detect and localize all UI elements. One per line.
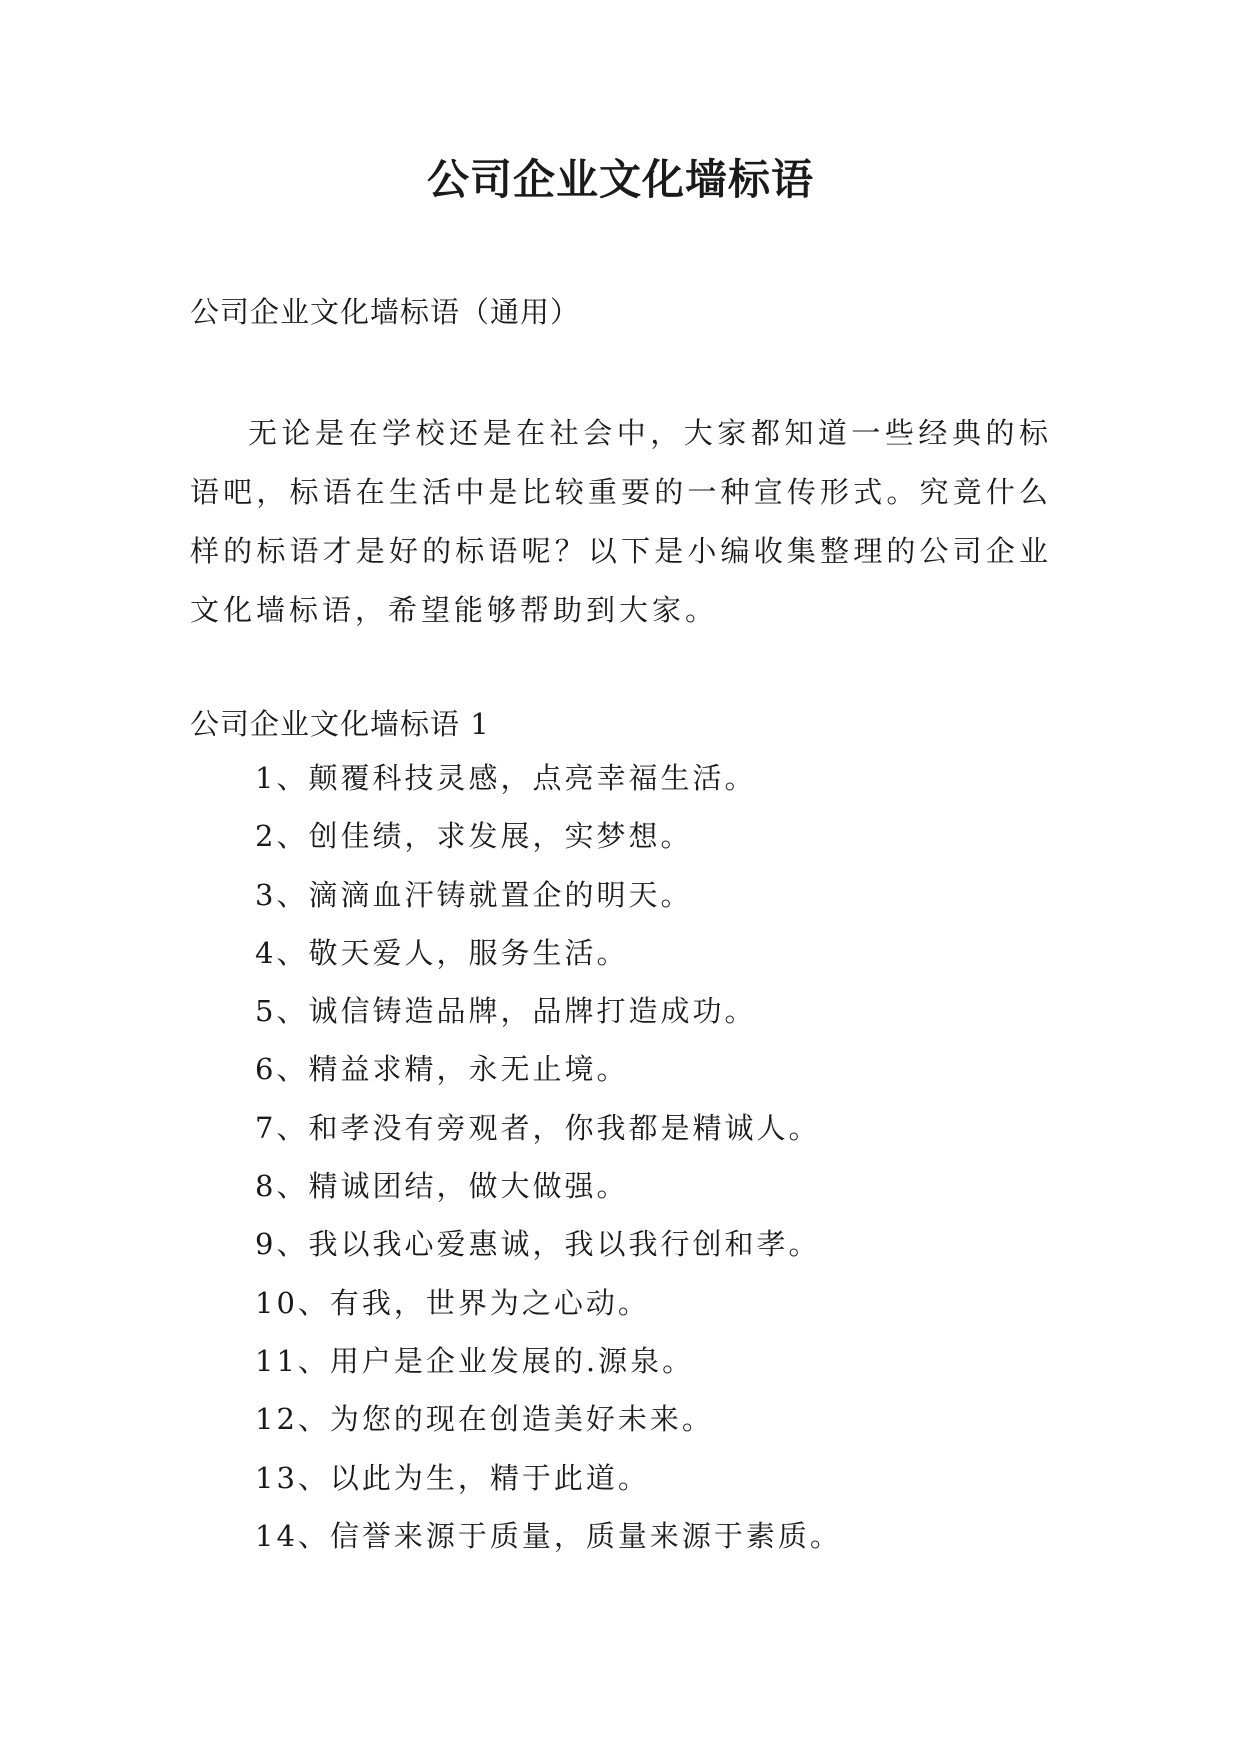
intro-paragraph: 无论是在学校还是在社会中，大家都知道一些经典的标语吧，标语在生活中是比较重要的一种宣传形式。究竟什么样的标语才是好的标语呢？以下是小编收集整理的公司企业文化墙标语，希望能够帮助到大家。 — [190, 416, 1052, 627]
slogan-item: 8、精诚团结，做大做强。 — [255, 1169, 629, 1204]
document-subtitle: 公司企业文化墙标语（通用） — [190, 295, 581, 329]
slogan-item: 10、有我，世界为之心动。 — [255, 1285, 650, 1320]
slogan-item: 7、和孝没有旁观者，你我都是精诚人。 — [255, 1110, 821, 1145]
document-title: 公司企业文化墙标语 — [426, 155, 814, 204]
slogan-item: 4、敬天爱人，服务生活。 — [255, 935, 629, 970]
slogan-item: 12、为您的现在创造美好未来。 — [255, 1402, 714, 1437]
slogan-list — [255, 758, 842, 1574]
slogan-item: 9、我以我心爱惠诚，我以我行创和孝。 — [255, 1227, 821, 1262]
slogan-item: 11、用户是企业发展的.源泉。 — [255, 1343, 695, 1378]
section-heading: 公司企业文化墙标语 1 — [190, 707, 490, 741]
slogan-item: 6、精益求精，永无止境。 — [255, 1052, 629, 1087]
slogan-item: 3、滴滴血汗铸就置企的明天。 — [255, 877, 693, 912]
slogan-item: 13、以此为生，精于此道。 — [255, 1460, 650, 1495]
slogan-item: 1、颠覆科技灵感，点亮幸福生活。 — [255, 761, 757, 795]
slogan-item: 2、创佳绩，求发展，实梦想。 — [255, 819, 693, 854]
slogan-item: 5、诚信铸造品牌，品牌打造成功。 — [255, 994, 757, 1029]
slogan-item: 14、信誉来源于质量，质量来源于素质。 — [255, 1518, 842, 1553]
